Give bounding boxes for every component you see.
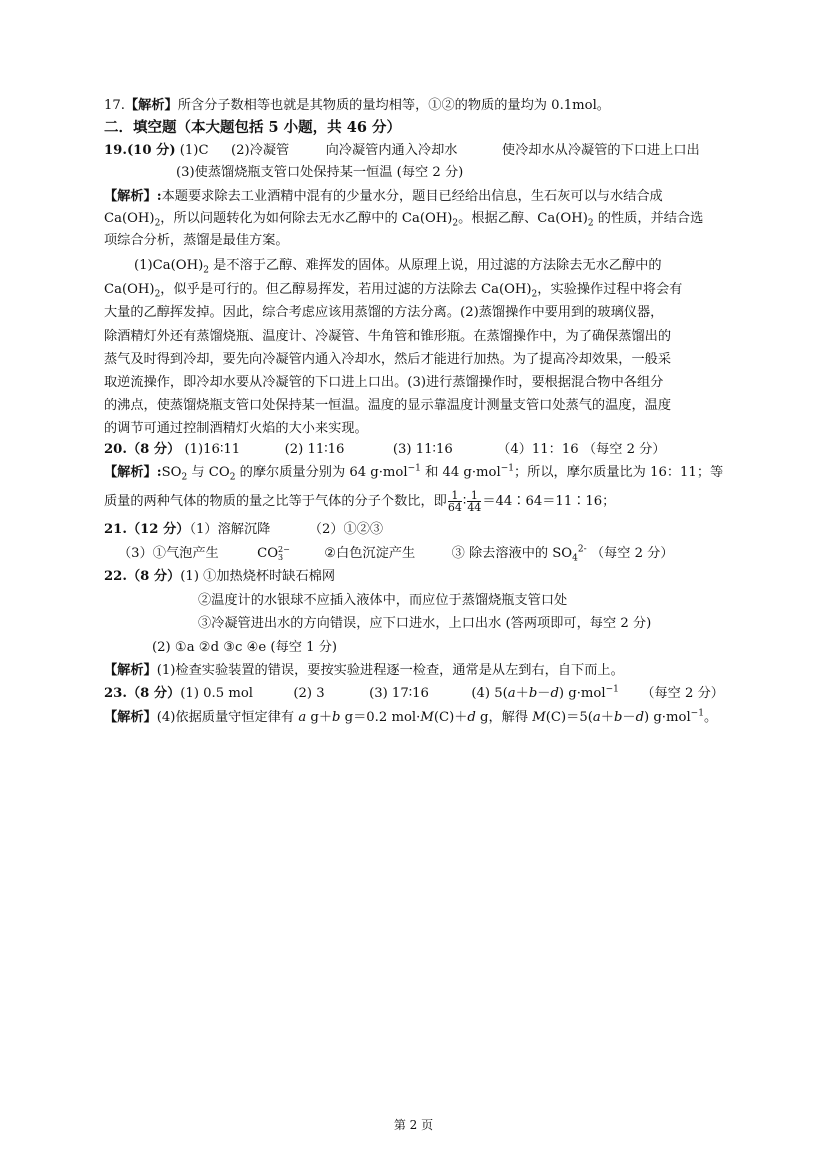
page-number: 第 2 页: [393, 1118, 434, 1132]
q21-header: 21.（12 分）: [104, 522, 190, 537]
q21-answer-2: （2）①②③: [308, 522, 384, 537]
subscript: 3: [278, 552, 284, 562]
subscript: 2: [154, 289, 161, 300]
q20-analysis-text: 的摩尔质量分别为 64 g·mol: [235, 465, 408, 480]
q22-answer-1-2: ②温度计的水银球不应插入液体中，而应位于蒸馏烧瓶支管口处: [198, 593, 568, 608]
var-d: d: [467, 710, 476, 725]
formula-co3: CO: [257, 546, 279, 561]
q23-analysis-text: g，解得: [475, 710, 533, 725]
var-a: a: [592, 710, 601, 725]
q23-header: 23.（8 分）: [104, 686, 181, 701]
var-b: b: [528, 686, 538, 701]
q19-analysis-text: ，所以问题转化为如何除去无水乙醇中的 Ca(OH): [160, 211, 453, 226]
q19-answer-3: (3)使蒸馏烧瓶支管口处保持某一恒温 (每空 2 分): [176, 165, 464, 180]
superscript: 2-: [577, 544, 587, 555]
superscript: −1: [407, 463, 421, 474]
q19-analysis-line-1: [104, 187, 663, 206]
q19-analysis-line-10: 的沸点，使蒸馏烧瓶支管口处保持某一恒温。温度的显示靠温度计测量支管口处蒸气的温度，温度: [104, 398, 672, 413]
section-2-title: 二．填空题（本大题包括 5 小题，共 46 分）: [104, 119, 401, 136]
q19-analysis-text: 。根据乙醇、Ca(OH): [458, 211, 588, 226]
q19-analysis-line-6: 大量的乙醇挥发掉。因此，综合考虑应该用蒸馏的方法分离。(2)蒸馏操作中要用到的玻璃仪器，: [104, 305, 664, 320]
q19-answer-2c: 使冷却水从冷凝管的下口进上口出: [501, 143, 700, 158]
superscript: −1: [605, 684, 619, 695]
q23-analysis-line: [104, 708, 717, 727]
q19-analysis-line-3: 项综合分析，蒸馏是最佳方案。: [104, 233, 289, 248]
q19-answer-2b: 向冷凝管内通入冷却水: [325, 143, 458, 158]
q19-answer-1: (1)C: [179, 143, 209, 158]
q20-header: 20.（8 分）: [104, 442, 181, 457]
var-d: d: [635, 710, 645, 725]
period: 。: [703, 710, 718, 725]
q23-answer-line: [104, 684, 724, 703]
var-a: a: [298, 710, 307, 725]
subscript: 2: [181, 472, 188, 483]
q20-answer-2: (2) 11∶16: [284, 442, 345, 457]
q21-answer-line-2: [118, 544, 674, 563]
q19-analysis-text: 是不溶于乙醇、难挥发的固体。从原理上说，用过滤的方法除去无水乙醇中的: [208, 258, 662, 273]
q19-analysis-tag: 【解析】:: [104, 189, 162, 204]
formula-caoh2: Ca(OH): [104, 211, 155, 226]
q23-analysis-tag: 【解析】: [104, 710, 157, 725]
q22-analysis-line: [104, 661, 624, 680]
q20-analysis-line-1: [104, 463, 723, 482]
q22-analysis-tag: 【解析】: [104, 663, 157, 678]
q19-analysis-text: 的性质，并结合选: [593, 211, 704, 226]
q20-answer-3: (3) 11∶16: [392, 442, 453, 457]
q19-analysis-line-8: 蒸气及时得到冷却，要先向冷凝管内通入冷却水，然后才能进行加热。为了提高冷却效果，一般采: [104, 352, 672, 367]
q22-answer-line-1: [104, 567, 335, 586]
q23-answer-4: (4) 5(: [471, 686, 508, 701]
fraction-1-64: [448, 490, 462, 513]
q19-analysis-text: ，似乎是可行的。但乙醇易挥发，若用过滤的方法除去 Ca(OH): [160, 282, 532, 297]
q23-analysis-text: (4)依据质量守恒定律有: [156, 710, 299, 725]
ratio-colon: ∶: [462, 494, 467, 509]
superscript: −1: [500, 463, 514, 474]
plus-sign: ＋: [600, 710, 614, 725]
superscript: −1: [690, 708, 704, 719]
subscript: 2: [203, 265, 209, 276]
q20-analysis-text: 与 CO: [187, 465, 230, 480]
superscript: 2−: [278, 544, 290, 554]
fraction-denominator: 64: [447, 501, 462, 514]
q23-analysis-text: (C)＝5(: [545, 710, 593, 725]
q19-answer-line-1: [104, 141, 700, 160]
q19-analysis-line-9: 取逆流操作，即冷却水要从冷凝管的下口进上口出。(3)进行蒸馏操作时，要根据混合物中各组分: [104, 375, 664, 390]
q21-answer-1: （1）溶解沉降: [189, 522, 271, 537]
q23-analysis-text: (C)＋: [433, 710, 468, 725]
subscript: 2: [229, 472, 236, 483]
minus-sign: －: [622, 710, 636, 725]
formula-so2: SO: [161, 465, 182, 480]
var-b: b: [613, 710, 623, 725]
q20-answer-1: (1)16∶11: [184, 442, 241, 457]
q22-analysis-text: (1)检查实验装置的错误，要按实验进程逐一检查，通常是从左到右，自下而上。: [156, 663, 624, 678]
q19-analysis-line-5: [104, 280, 682, 299]
q19-analysis-text: 本题要求除去工业酒精中混有的少量水分，题目已经给出信息，生石灰可以与水结合成: [161, 189, 663, 204]
subscript: 2: [154, 218, 161, 229]
q19-analysis-text: ，实验操作过程中将会有: [537, 282, 683, 297]
q23-score-note: （每空 2 分）: [641, 686, 724, 701]
q19-analysis-line-7: 除酒精灯外还有蒸馏烧瓶、温度计、冷凝管、牛角管和锥形瓶。在蒸馏操作中，为了确保蒸馏出的: [104, 329, 672, 344]
q23-answer-3: (3) 17∶16: [369, 686, 429, 701]
q17-text: 所含分子数相等也就是其物质的量均相等，①②的物质的量均为 0.1mol。: [177, 98, 610, 113]
q21-answer-3c: ②白色沉淀产生: [324, 546, 416, 561]
subscript: 2: [452, 218, 459, 229]
q19-header: 19.(10 分): [104, 143, 176, 158]
q23-answer-1: (1) 0.5 mol: [180, 686, 253, 701]
q22-answer-1-1: (1) ①加热烧杯时缺石棉网: [180, 569, 336, 584]
q20-analysis-text: 质量的两种气体的物质的量之比等于气体的分子个数比，即: [104, 494, 447, 509]
q19-analysis-line-11: 的调节可通过控制酒精灯火焰的大小来实现。: [104, 421, 368, 436]
formula-caoh2: (1)Ca(OH): [134, 258, 204, 273]
fraction-denominator: 44: [467, 501, 482, 514]
fraction-numerator: 1: [448, 490, 462, 502]
var-d: d: [550, 686, 559, 701]
subscript: 2: [587, 218, 594, 229]
var-m: M: [532, 710, 546, 725]
q17-line: [104, 96, 610, 115]
var-m: M: [420, 710, 434, 725]
q21-answer-3d: ③ 除去溶液中的 SO: [451, 546, 573, 561]
q20-analysis-tag: 【解析】:: [104, 465, 162, 480]
q23-analysis-text: g＋: [306, 710, 333, 725]
q21-answer-3a: （3）①气泡产生: [118, 546, 219, 561]
unit: ) g·mol: [558, 686, 606, 701]
fraction-numerator: 1: [467, 490, 481, 502]
q19-analysis-line-4: [134, 256, 662, 275]
q21-score-note: （每空 2 分）: [590, 546, 674, 561]
unit: ) g·mol: [644, 710, 691, 725]
ion-charge: [278, 546, 290, 562]
subscript: 4: [572, 553, 578, 564]
q20-analysis-text: ；所以，摩尔质量比为 16：11；等: [514, 465, 724, 480]
q22-answer-1-3: ③冷凝管进出水的方向错误，应下口进水，上口出水 (答两项即可，每空 2 分): [198, 616, 652, 631]
q23-analysis-text: g＝0.2 mol·: [340, 710, 421, 725]
q20-answer-4: （4）11：16 （每空 2 分）: [497, 442, 666, 457]
q21-answer-line-1: [104, 520, 383, 539]
q20-answer-line: [104, 440, 666, 459]
formula-caoh2: Ca(OH): [104, 282, 155, 297]
q20-analysis-line-2: [104, 489, 615, 515]
q19-answer-2: (2)冷凝管: [230, 143, 290, 158]
q22-header: 22.（8 分）: [104, 569, 181, 584]
var-a: a: [507, 686, 516, 701]
q17-number: 17.: [104, 98, 125, 113]
q22-answer-2: (2) ①a ②d ③c ④e (每空 1 分): [152, 640, 338, 655]
q20-analysis-text: 和 44 g·mol: [420, 465, 501, 480]
fraction-1-44: [467, 490, 481, 513]
subscript: 2: [531, 289, 538, 300]
q20-analysis-text: ＝44∶64＝11∶16；: [482, 494, 616, 509]
minus-sign: －: [537, 686, 551, 701]
q19-analysis-line-2: [104, 209, 703, 228]
q17-analysis-tag: 【解析】: [124, 98, 178, 113]
plus-sign: ＋: [515, 686, 529, 701]
var-b: b: [332, 710, 341, 725]
q23-answer-2: (2) 3: [293, 686, 325, 701]
